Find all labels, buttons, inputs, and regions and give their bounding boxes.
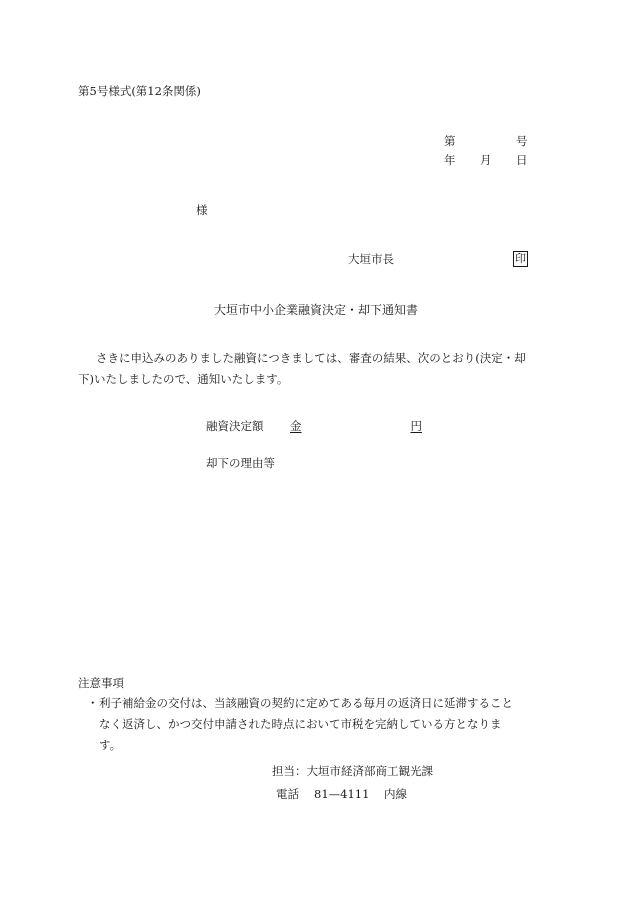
date-month: 月 xyxy=(480,153,492,167)
date-year: 年 xyxy=(444,153,456,167)
amount-prefix: 金 xyxy=(290,419,302,433)
body-line-2: 下)いたしましたので、通知いたします。 xyxy=(78,372,289,386)
document-title: 大垣市中小企業融資決定・却下通知書 xyxy=(214,303,419,317)
decision-amount-label: 融資決定額 xyxy=(206,419,264,433)
contact-phone-label: 電話 xyxy=(276,787,299,801)
body-line-1: さきに申込みのありました融資につきましては、審査の結果、次のとおり(決定・却 xyxy=(96,351,526,365)
doc-number-suffix: 号 xyxy=(516,134,528,148)
notes-heading: 注意事項 xyxy=(78,676,124,690)
contact-extension-label: 内線 xyxy=(384,787,407,801)
notes-line-2: なく返済し、かつ交付申請された時点において市税を完納している方となりま xyxy=(99,717,502,731)
rejection-reason-label: 却下の理由等 xyxy=(206,456,275,470)
contact-department: 担当：大垣市経済部商工観光課 xyxy=(272,764,433,778)
doc-number-prefix: 第 xyxy=(444,134,456,148)
addressee-suffix: 様 xyxy=(196,203,208,217)
contact-phone-number: 81—4111 xyxy=(314,787,370,801)
seal-text: 印 xyxy=(515,252,526,265)
amount-unit: 円 xyxy=(410,419,422,433)
decision-amount-field xyxy=(290,421,422,433)
seal-mark xyxy=(513,251,528,267)
notes-line-3: す。 xyxy=(99,738,122,752)
notes-line-1: 利子補給金の交付は、当該融資の契約に定めてある毎月の返済日に延滞すること xyxy=(99,696,513,710)
issuer-name: 大垣市長 xyxy=(348,252,394,266)
form-number: 第5号様式(第12条関係) xyxy=(78,84,201,98)
notes-bullet: ・ xyxy=(87,696,99,710)
date-day: 日 xyxy=(516,153,528,167)
